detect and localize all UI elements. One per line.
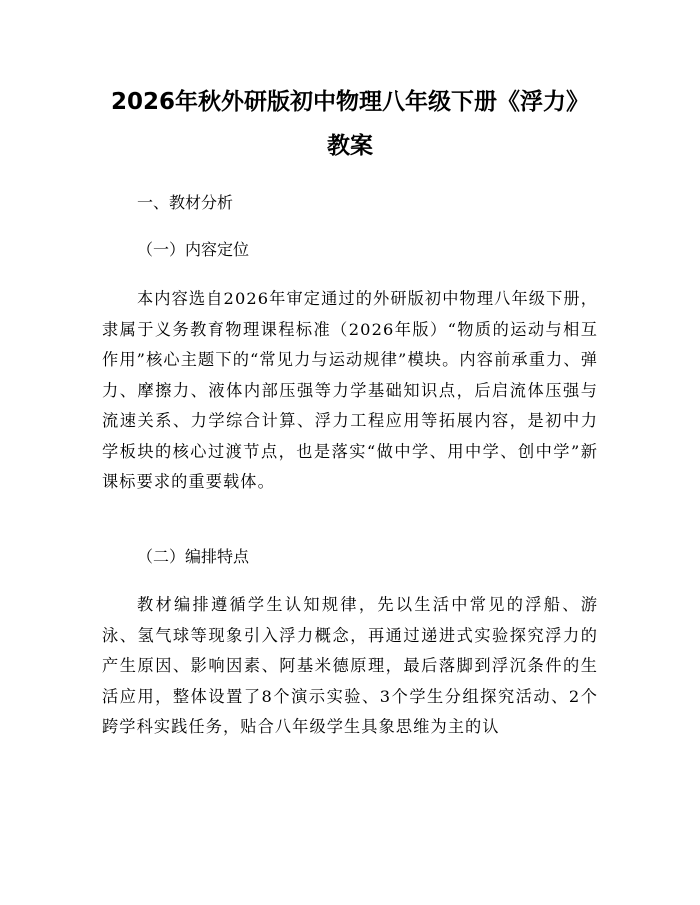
section-heading-textbook-analysis: 一、教材分析 (137, 193, 234, 212)
paragraph-arrangement-features: 教材编排遵循学生认知规律，先以生活中常见的浮船、游泳、氢气球等现象引入浮力概念，再通过递进式实验探究浮力的产生原因、影响因素、阿基米德原理，最后落脚到浮沉条件的生活应用，整体设置了8个演示实验、3个学生分组探究活动、2个跨学科实践任务，贴合八年级学生具象思维为主的认 (102, 595, 598, 736)
paragraph-content-positioning: 本内容选自2026年审定通过的外研版初中物理八年级下册，隶属于义务教育物理课程标准（2026年版）“物质的运动与相互作用”核心主题下的“常见力与运动规律”模块。内容前承重力、弹力、摩擦力、液体内部压强等力学基础知识点，后启流体压强与流速关系、力学综合计算、浮力工程应用等拓展内容，是初中力学板块的核心过渡节点，也是落实“做中学、用中学、创中学”新课标要求的重要载体。 (102, 289, 598, 491)
document-title: 2026年秋外研版初中物理八年级下册《浮力》教案 (110, 89, 589, 159)
subsection-heading-arrangement-features: （二）编排特点 (137, 547, 250, 566)
subsection-heading-content-positioning: （一）内容定位 (137, 240, 250, 259)
